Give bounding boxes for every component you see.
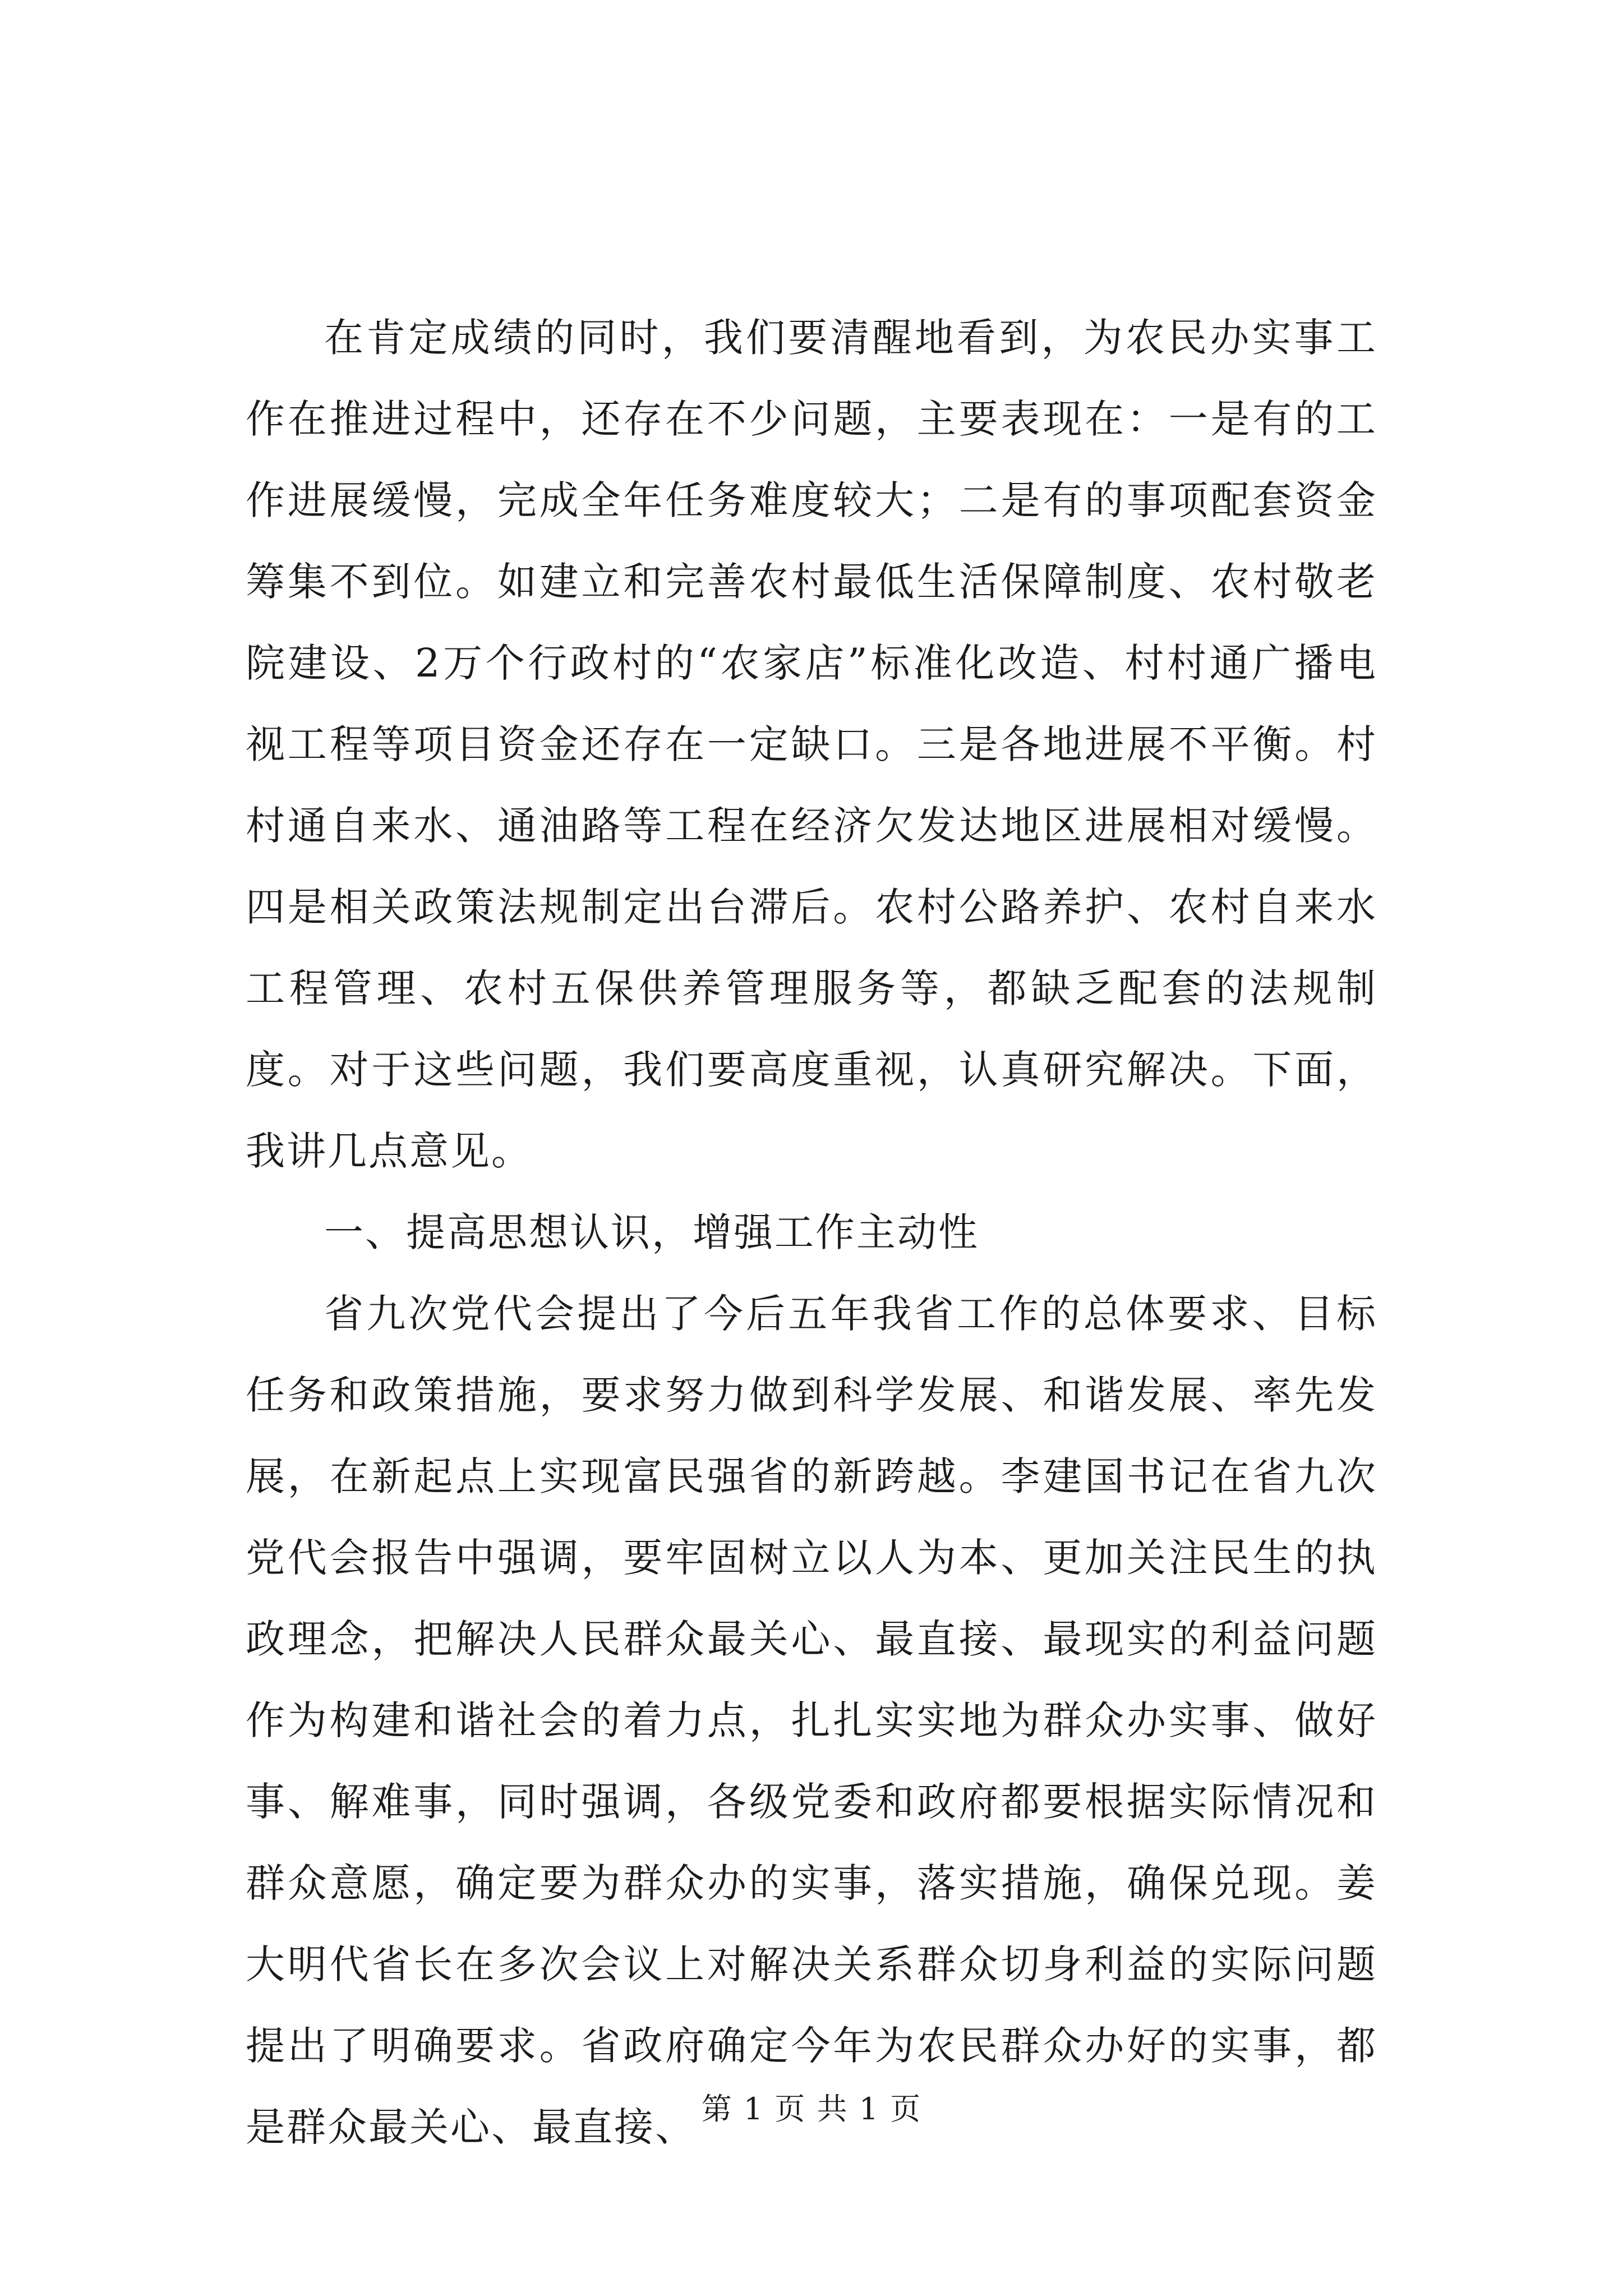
- section-heading-1: 一、提高思想认识，增强工作主动性: [324, 1209, 979, 1255]
- paragraph-party-congress: 省九次党代会提出了今后五年我省工作的总体要求、目标任务和政策措施，要求努力做到科学发展、和谐发展、率先发展，在新起点上实现富民强省的新跨越。李建国书记在省九次党代会报告中强调，要牢固树立以人为本、更加关注民生的执政理念，把解决人民群众最关心、最直接、最现实的利益问题作为构建和谐社会的着力点，扎扎实实地为群众办实事、做好事、解难事，同时强调，各级党委和政府都要根据实际情况和群众意愿，确定要为群众办的实事，落实措施，确保兑现。姜大明代省长在多次会议上对解决关系群众切身利益的实际问题提出了明确要求。省政府确定今年为农民群众办好的实事，都是群众最关心、最直接、: [246, 1291, 1377, 2150]
- document-body: [246, 297, 1377, 2168]
- paragraph-problems: 在肯定成绩的同时，我们要清醒地看到，为农民办实事工作在推进过程中，还存在不少问题，主要表现在：一是有的工作进展缓慢，完成全年任务难度较大；二是有的事项配套资金筹集不到位。如建立和完善农村最低生活保障制度、农村敬老院建设、2万个行政村的“农家店”标准化改造、村村通广播电视工程等项目资金还存在一定缺口。三是各地进展不平衡。村村通自来水、通油路等工程在经济欠发达地区进展相对缓慢。四是相关政策法规制定出台滞后。农村公路养护、农村自来水工程管理、农村五保供养管理服务等，都缺乏配套的法规制度。对于这些问题，我们要高度重视，认真研究解决。下面，我讲几点意见。: [246, 315, 1377, 1174]
- page-footer: 第 1 页 共 1 页: [701, 2091, 922, 2127]
